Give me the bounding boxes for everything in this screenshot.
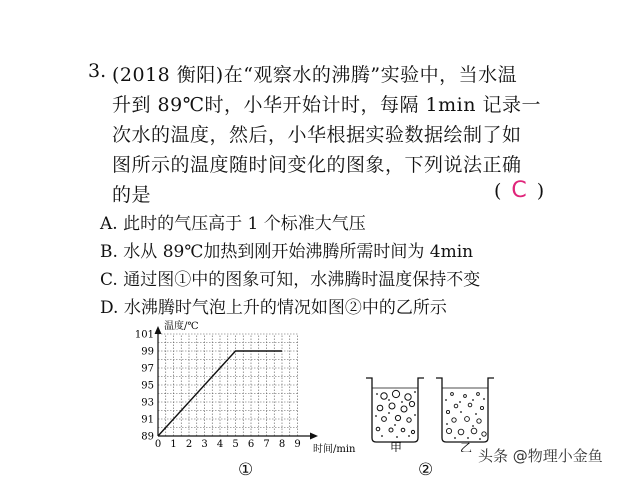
option-a: A. 此时的气压高于 1 个标准大气压 bbox=[100, 214, 366, 234]
beaker-jia-label: 甲 bbox=[390, 441, 403, 452]
y-axis-label: 温度/℃ bbox=[164, 321, 199, 332]
y-tick-label: 101 bbox=[134, 329, 154, 341]
option-b: B. 水从 89℃加热到刚开始沸腾所需时间为 4min bbox=[100, 242, 474, 262]
x-tick-label: 3 bbox=[201, 439, 208, 450]
beakers-figure bbox=[362, 372, 502, 452]
paren-open: ( bbox=[494, 180, 502, 202]
answer-letter: C bbox=[511, 178, 527, 203]
beaker-jia-bubbles bbox=[376, 390, 414, 433]
question-number: 3. bbox=[88, 60, 107, 82]
x-axis-label: 时间/min bbox=[313, 444, 356, 455]
option-c: C. 通过图①中的图象可知，水沸腾时温度保持不变 bbox=[100, 270, 481, 290]
beaker-jia bbox=[366, 378, 424, 452]
temperature-time-graph bbox=[118, 318, 368, 458]
question-line-2: 升到 89℃时，小华开始计时，每隔 1min 记录一 bbox=[112, 94, 541, 116]
x-tick-label: 6 bbox=[247, 439, 255, 450]
beaker-yi-label: 乙 bbox=[460, 441, 473, 452]
tick-labels bbox=[135, 330, 301, 451]
option-d: D. 水沸腾时气泡上升的情况如图②中的乙所示 bbox=[100, 298, 447, 318]
axes bbox=[155, 319, 357, 455]
x-tick-label: 1 bbox=[170, 439, 177, 450]
y-tick-label: 95 bbox=[141, 380, 154, 392]
grid bbox=[158, 334, 298, 436]
watermark: 头条 @物理小金鱼 bbox=[478, 447, 603, 465]
y-tick-label: 93 bbox=[141, 397, 154, 409]
y-axis-arrow bbox=[155, 326, 162, 334]
beaker-yi bbox=[436, 378, 494, 452]
paren-close: ) bbox=[536, 180, 545, 202]
x-tick-label: 7 bbox=[263, 439, 270, 450]
y-tick-label: 97 bbox=[141, 363, 154, 375]
caption-figure-2: ② bbox=[418, 460, 434, 480]
question-line-4: 图所示的温度随时间变化的图象，下列说法正确 bbox=[112, 154, 522, 176]
question-line-3: 次水的温度，然后，小华根据实验数据绘制了如 bbox=[112, 124, 522, 146]
beaker-yi-bubbles bbox=[446, 393, 486, 437]
question-line-5: 的是 bbox=[112, 184, 152, 206]
answer-parentheses bbox=[494, 178, 544, 203]
y-tick-label: 91 bbox=[141, 414, 154, 426]
y-tick-label: 89 bbox=[141, 431, 154, 443]
x-tick-label: 4 bbox=[216, 439, 224, 450]
x-tick-label: 5 bbox=[232, 439, 239, 450]
x-tick-label: 8 bbox=[278, 439, 286, 450]
y-tick-label: 99 bbox=[141, 346, 154, 358]
x-axis-arrow bbox=[310, 433, 318, 440]
caption-figure-1: ① bbox=[238, 460, 254, 480]
x-tick-label: 2 bbox=[185, 439, 193, 450]
x-tick-label: 0 bbox=[154, 439, 162, 450]
question-line-1: (2018 衡阳)在“观察水的沸腾”实验中，当水温 bbox=[112, 64, 518, 86]
x-tick-label: 9 bbox=[294, 439, 301, 450]
